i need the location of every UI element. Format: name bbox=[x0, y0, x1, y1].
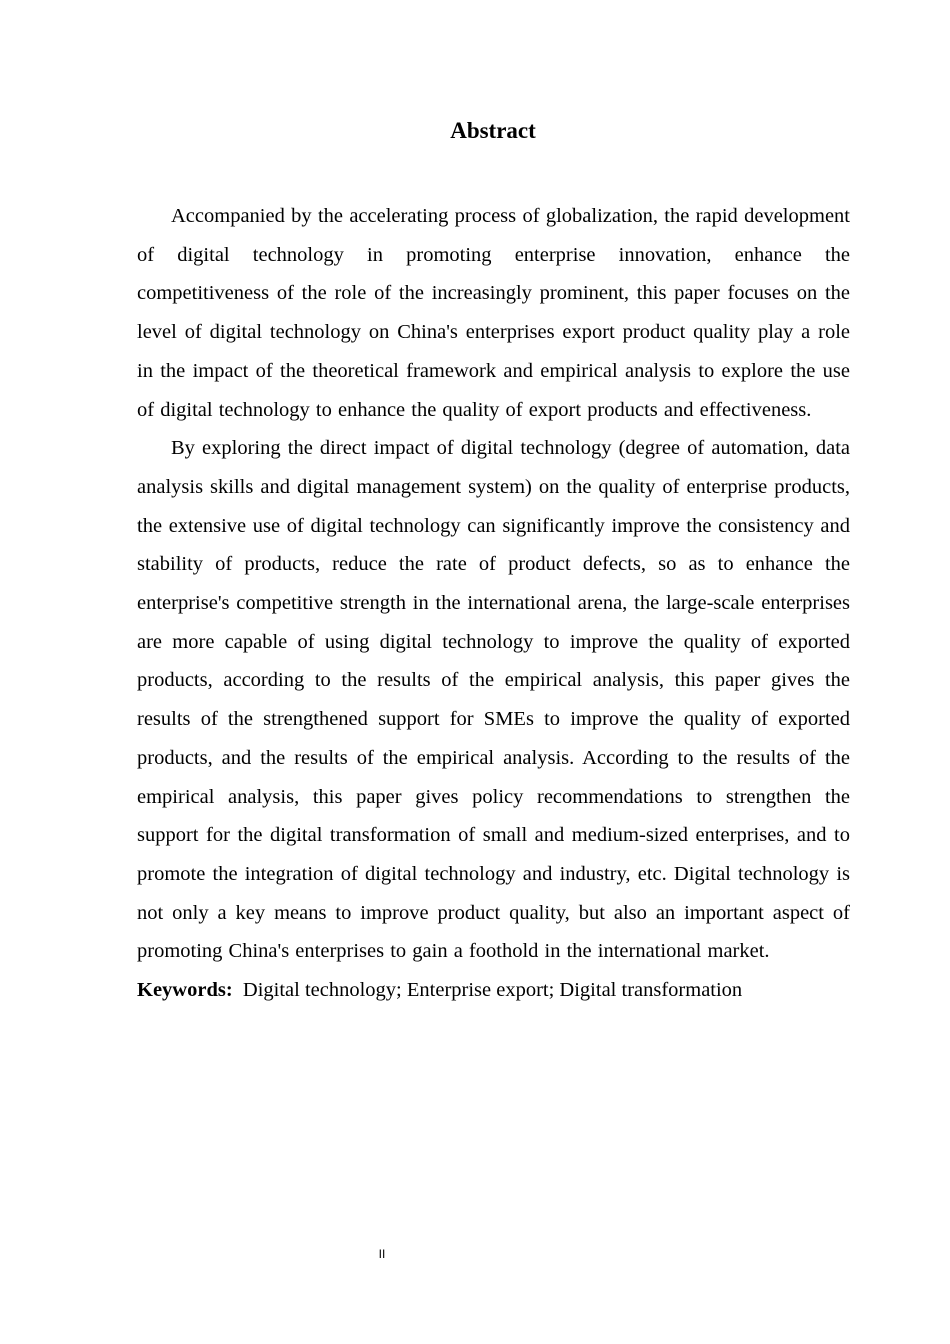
keywords-line bbox=[137, 971, 850, 1010]
keywords-label: Keywords: bbox=[137, 979, 233, 1002]
keywords-text: Digital technology; Enterprise export; Digital transformation bbox=[242, 979, 743, 1002]
page-number: II bbox=[378, 1247, 386, 1261]
abstract-paragraph-1: Accompanied by the accelerating process of globalization, the rapid development of digital technology in promoting enterprise innovation, enhance the competitiveness of the role of the increasingly prominent, this paper focuses on the level of digital technology on China's enterprises export product quality play a role in the impact of the theoretical framework and empirical analysis to explore the use of digital technology to enhance the quality of export products and effectiveness. bbox=[137, 205, 850, 421]
abstract-body bbox=[137, 197, 850, 1010]
abstract-paragraph-2: By exploring the direct impact of digital technology (degree of automation, data analysis skills and digital management system) on the quality of enterprise products, the extensive use of digital technology can significantly improve the consistency and stability of products, reduce the rate of product defects, so as to enhance the enterprise's competitive strength in the international arena, the large-scale enterprises are more capable of using digital technology to improve the quality of exported products, according to the results of the empirical analysis, this paper gives the results of the strengthened support for SMEs to improve the quality of exported products, and the results of the empirical analysis. According to the results of the empirical analysis, this paper gives policy recommendations to strengthen the support for the digital transformation of small and medium-sized enterprises, and to promote the integration of digital technology and industry, etc. Digital technology is not only a key means to improve product quality, but also an important aspect of promoting China's enterprises to gain a foothold in the international market. bbox=[137, 437, 850, 963]
abstract-title: Abstract bbox=[450, 118, 536, 143]
